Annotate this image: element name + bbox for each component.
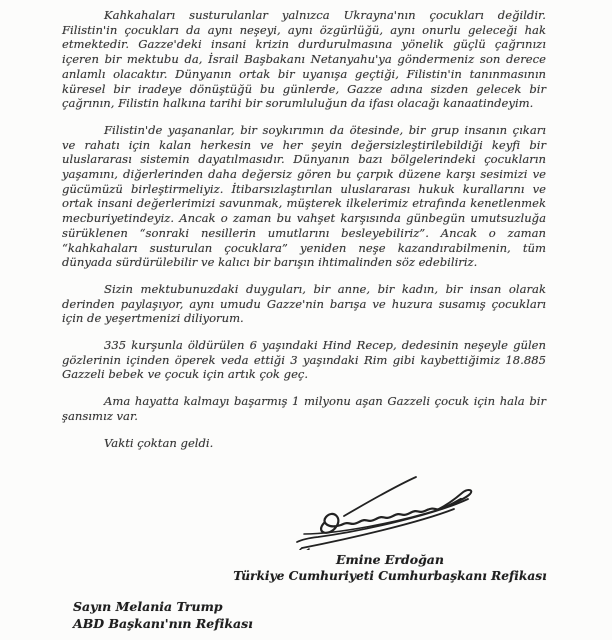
signer-name: Emine Erdoğan — [335, 552, 444, 567]
signature-handwritten-icon — [288, 472, 492, 550]
letter-paragraph-2: Filistin'de yaşananlar, bir soykırımın da ötesinde, bir grup insanın çıkarı ve rahatı için kalan herkesin ve her şeyin değersizleştirilebildiği keyfi bir uluslararası sistemin dayatılmasıdır. Dünyanın bazı bölgelerindeki çocukların yaşamını, diğerlerinden daha değersiz gören bu çarpık düzene karşı sesimizi ve gücümüzü birleştirmeliyiz. İtibarsızlaştırılan uluslararası hukuk kurallarını ve ortak insani değerlerimizi savunmak, müşterek ilkelerimiz etrafında kenetlenmek mecburiyetindeyiz. Ancak o zaman bu vahşet karşısında günbegün umutsuzluğa sürüklenen “sonraki nesillerin umutlarını besleyebiliriz”. Ancak o zaman “kahkahaları susturulan çocuklara” yeniden neşe kazandırabilmenin, tüm dünyada sürdürülebilir ve kalıcı bir barışın ihtimalinden söz edebiliriz. — [62, 122, 546, 270]
signer-title: Türkiye Cumhuriyeti Cumhurbaşkanı Refikası — [233, 569, 547, 583]
letter-paragraph-3: Sizin mektubunuzdaki duyguları, bir anne, bir kadın, bir insan olarak derinden paylaşıyor, aynı umudu Gazze'nin barışa ve huzura susamış çocukları için de yeşertmenizi diliyorum. — [62, 281, 546, 326]
recipient-block — [73, 599, 253, 632]
recipient-name: Sayın Melania Trump — [73, 599, 223, 614]
letter-paragraph-4: 335 kurşunla öldürülen 6 yaşındaki Hind Recep, dedesinin neşeyle gülen gözlerinin içinden öperek veda ettiği 3 yaşındaki Rim gibi kaybettiğimiz 18.885 Gazzeli bebek ve çocuk için artık çok geç. — [62, 338, 546, 382]
signature-block — [228, 472, 552, 584]
recipient-title: ABD Başkanı'nın Refikası — [73, 615, 253, 631]
letter-paragraph-closing: Vakti çoktan geldi. — [104, 435, 214, 450]
letter-paragraph-1: Kahkahaları susturulanlar yalnızca Ukrayna'nın çocukları değildir. Filistin'in çocukları da aynı neşeyi, aynı özgürlüğü, aynı onurlu geleceği hak etmektedir. Gazze'deki insani krizin durdurulmasına yönelik güçlü çağrınızı içeren bir mektubu da, İsrail Başbakanı Netanyahu'ya göndermeniz son derece anlamlı olacaktır. Dünyanın ortak bir uyanışa geçtiği, Filistin'in tanınmasının küresel bir iradeye dönüştüğü bu günlerde, Gazze adına sizden gelecek bir çağrının, Filistin halkına tarihi bir sorumluluğun da ifası olacağı kanaatindeyim. — [62, 8, 546, 111]
letter-paragraph-5: Ama hayatta kalmayı başarmış 1 milyonu aşan Gazzeli çocuk için hala bir şansımız var. — [62, 394, 546, 423]
letter-body — [62, 8, 546, 462]
